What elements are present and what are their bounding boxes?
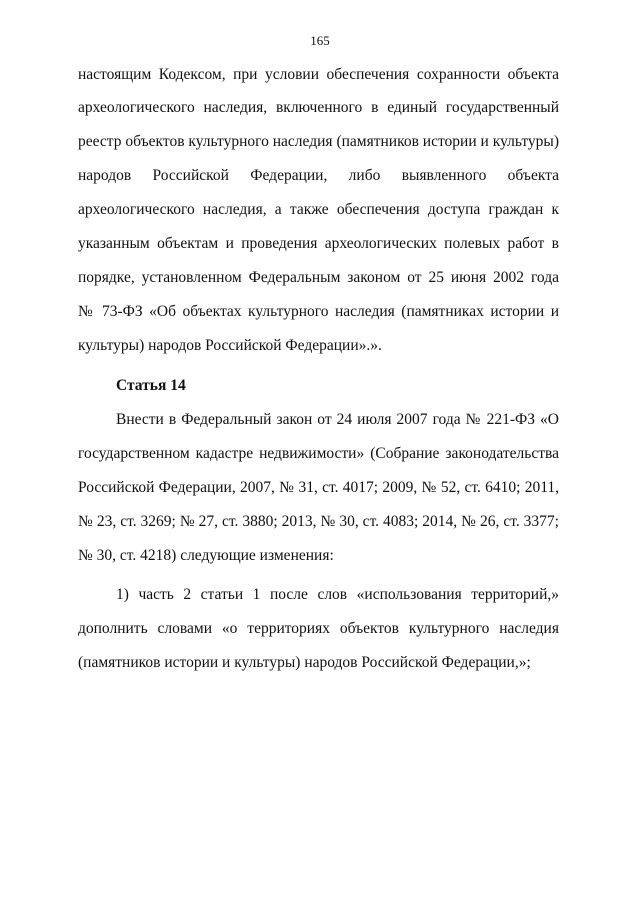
- body-text-line: № 73-ФЗ «Об объектах культурного наследия (памятниках истории и: [78, 303, 559, 320]
- body-text-line: указанным объектам и проведения археологических полевых работ в: [78, 235, 559, 252]
- body-text-line: № 23, ст. 3269; № 27, ст. 3880; 2013, № 30, ст. 4083; 2014, № 26, ст. 3377;: [78, 513, 559, 530]
- body-text-line: порядке, установленном Федеральным законом от 25 июня 2002 года: [78, 269, 559, 286]
- body-text-line: Внести в Федеральный закон от 24 июля 2007 года № 221-ФЗ «О: [116, 411, 559, 428]
- body-text-line: Российской Федерации, 2007, № 31, ст. 4017; 2009, № 52, ст. 6410; 2011,: [78, 479, 559, 496]
- body-text-line: государственном кадастре недвижимости» (Собрание законодательства: [78, 445, 559, 462]
- body-text-line: народов Российской Федерации, либо выявленного объекта: [78, 167, 559, 184]
- body-text-line: (памятников истории и культуры) народов Российской Федерации,»;: [78, 654, 531, 671]
- body-text-line: № 30, ст. 4218) следующие изменения:: [78, 547, 334, 564]
- body-text-line: настоящим Кодексом, при условии обеспечения сохранности объекта: [78, 66, 559, 83]
- body-text-line: культуры) народов Российской Федерации».».: [78, 337, 382, 354]
- body-text-line: дополнить словами «о территориях объектов культурного наследия: [78, 620, 559, 637]
- body-text-line: археологического наследия, включенного в единый государственный: [78, 99, 559, 116]
- body-text-line: 1) часть 2 статьи 1 после слов «использования территорий,»: [116, 586, 559, 603]
- article-heading: Статья 14: [116, 377, 186, 394]
- body-text-line: археологического наследия, а также обеспечения доступа граждан к: [78, 201, 559, 218]
- page-number: 165: [310, 33, 330, 48]
- body-text-line: реестр объектов культурного наследия (памятников истории и культуры): [78, 133, 559, 150]
